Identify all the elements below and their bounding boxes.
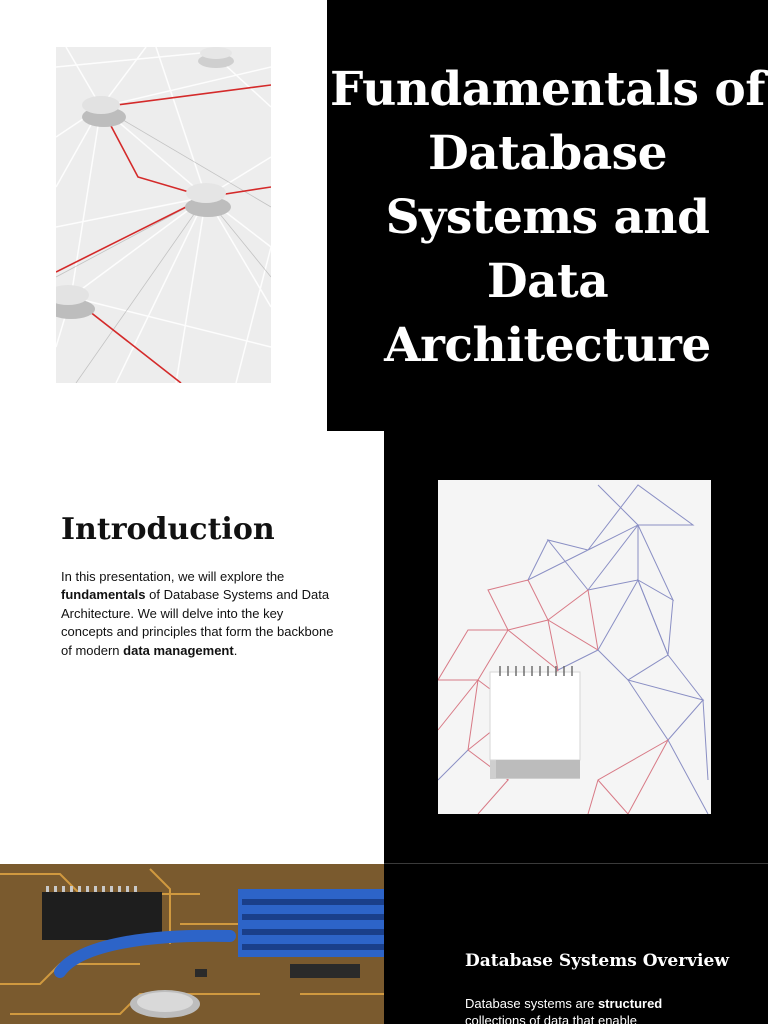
overview-text: Database systems are structured collections of data that enable	[465, 996, 663, 1028]
network-pins-image	[56, 47, 271, 383]
introduction-heading: Introduction	[61, 512, 275, 547]
presentation-title: Fundamentals of Database Systems and Data Architecture	[330, 62, 765, 373]
overview-heading: Database Systems Overview	[465, 951, 729, 971]
circuit-board-photo-icon	[0, 864, 384, 1024]
network-pins-photo-icon	[56, 47, 271, 383]
circuit-board-image	[0, 864, 384, 1024]
network-notepad-image	[438, 480, 711, 814]
introduction-text: In this presentation, we will explore the fundamentals of Database Systems and Data Architecture. We will delve into the key concepts and principles that form the backbone of modern data management.	[61, 569, 334, 658]
network-notepad-photo-icon	[438, 480, 711, 814]
title-panel	[327, 0, 768, 431]
